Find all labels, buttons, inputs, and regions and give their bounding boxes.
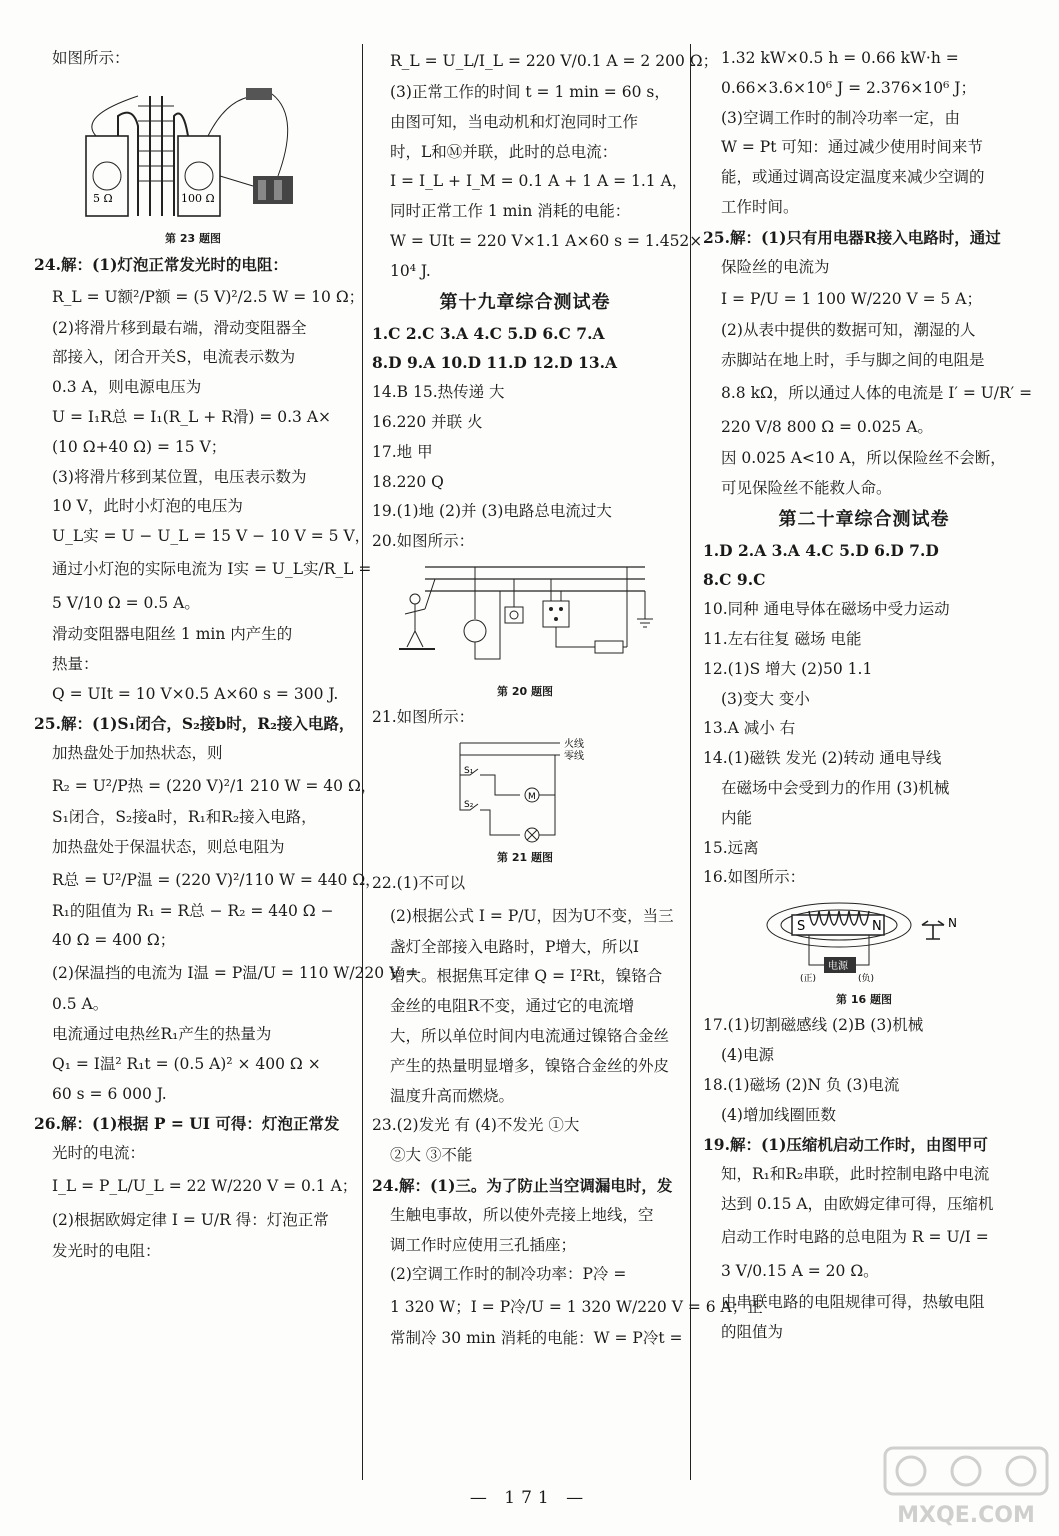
answer-24: 24.解：(1)灯泡正常发光时的电阻：	[34, 254, 288, 274]
text-line: S₁闭合，S₂接a时，R₁和R₂接入电路，	[52, 807, 317, 826]
text-line: (4)增加线圈匝数	[721, 1105, 836, 1124]
text-line: 0.3 A，则电源电压为	[52, 378, 202, 397]
formula: R总 = U²/P温 = (220 V)²/110 W = 440 Ω，	[52, 870, 381, 889]
page-number: — 171 —	[469, 1488, 590, 1508]
text-line: 调工作时应使用三孔插座；	[390, 1235, 577, 1254]
answer-19: 19.解：(1)压缩机启动工作时，由图甲可	[703, 1135, 988, 1155]
answer-line: 14.(1)磁铁 发光 (2)转动 通电导线	[703, 749, 942, 768]
text-line: 的阻值为	[721, 1322, 784, 1341]
answer-line: 20.如图所示：	[372, 532, 475, 551]
text-line: (3)正常工作的时间 t = 1 min = 60 s，	[390, 83, 670, 101]
pole-n-label: N	[872, 919, 882, 935]
negative-label: (负)	[858, 974, 875, 985]
figure-caption: 第 21 题图	[497, 850, 553, 864]
answer-line: 17.(1)切割磁感线 (2)B (3)机械	[703, 1016, 924, 1035]
section-title-ch19: 第十九章综合测试卷	[439, 291, 611, 313]
svg-text:S₁: S₁	[464, 765, 474, 776]
text-line: 由串联电路的电阻规律可得，热敏电阻	[721, 1292, 985, 1311]
formula: (2)根据公式 I = P/U，因为U不变，当三	[390, 906, 674, 925]
text-line: (3)变大 变小	[721, 689, 810, 708]
resistor-label-100: 100 Ω	[181, 191, 215, 205]
text-line: W = Pt 可知：通过减少使用时间来节	[721, 138, 983, 157]
text-line: 电流通过电热丝R₁产生的热量为	[52, 1024, 272, 1043]
figure-caption: 第 20 题图	[497, 684, 553, 698]
choice-answers: 1.C 2.C 3.A 4.C 5.D 6.C 7.A	[372, 323, 605, 343]
formula: R₂ = U²/P热 = (220 V)²/1 210 W = 40 Ω，	[52, 776, 377, 795]
text-line: 部接入，闭合开关S，电流表示数为	[52, 348, 296, 367]
answer-25: 25.解：(1)S₁闭合，S₂接b时，R₂接入电路，	[34, 714, 355, 734]
text-line: (2)从表中提供的数据可知，潮湿的人	[721, 321, 976, 340]
formula: 5 V/10 Ω = 0.5 A。	[52, 593, 200, 612]
text-line: 达到 0.15 A，由欧姆定律可得，压缩机	[721, 1194, 994, 1213]
text-line: 生触电事故，所以使外壳接上地线，空	[390, 1205, 654, 1224]
formula: 220 V/8 800 Ω = 0.025 A。	[721, 417, 933, 436]
figure-23	[78, 76, 308, 226]
pole-s-label: S	[797, 919, 806, 935]
formula: R₁的阻值为 R₁ = R总 − R₂ = 440 Ω −	[52, 901, 334, 920]
formula: (2)根据欧姆定律 I = U/R 得：灯泡正常	[52, 1210, 329, 1229]
column-3	[703, 44, 1033, 1347]
text-line: 产生的热量明显增多，镍铬合金丝的外皮	[390, 1056, 670, 1075]
section-title-ch20: 第二十章综合测试卷	[778, 508, 950, 530]
fire-line-label: 火线	[564, 738, 584, 750]
text-line: 加热盘处于加热状态，则	[52, 744, 223, 763]
text-line: 光时的电流：	[52, 1144, 146, 1163]
svg-text:M: M	[528, 791, 536, 802]
text-line: 时，L和Ⓜ并联，此时的总电流：	[390, 142, 618, 161]
text-line: 发光时的电阻：	[52, 1241, 161, 1260]
answer-line: 13.A 减小 右	[703, 719, 796, 738]
compass-n-label: N	[948, 916, 957, 931]
text-line: (3)将滑片移到某位置，电压表示数为	[52, 467, 307, 486]
text-line: (2)空调工作时的制冷功率：P冷 =	[390, 1265, 627, 1284]
text-line: 滑动变阻器电阻丝 1 min 内产生的	[52, 624, 293, 643]
text-line: 同时正常工作 1 min 消耗的电能：	[390, 202, 631, 221]
text-line: 10 V，此时小灯泡的电压为	[52, 497, 243, 516]
positive-label: (正)	[800, 974, 817, 985]
formula: 10⁴ J.	[390, 261, 431, 280]
formula: 1 320 W；I = P冷/U = 1 320 W/220 V = 6 A；正	[390, 1298, 763, 1317]
choice-answers: 8.C 9.C	[703, 570, 766, 590]
text-line: (2)将滑片移到最右端，滑动变阻器全	[52, 318, 307, 337]
text-line: 金丝的电阻R不变，通过它的电流增	[390, 997, 635, 1016]
answer-line: 22.(1)不可以	[372, 873, 466, 892]
answer-line: 19.(1)地 (2)并 (3)电路总电流过大	[372, 502, 612, 521]
text-line: 增大。根据焦耳定律 Q = I²Rt，镍铬合	[390, 967, 663, 986]
figure-caption: 第 23 题图	[165, 231, 221, 245]
answer-line: 18.220 Q	[372, 472, 444, 491]
neutral-line-label: 零线	[564, 750, 584, 762]
resistor-label-5: 5 Ω	[93, 191, 113, 205]
text-line: 在磁场中会受到力的作用 (3)机械	[721, 778, 950, 797]
formula: 启动工作时电路的总电阻为 R = U/I =	[721, 1227, 989, 1246]
answer-25: 25.解：(1)只有用电器R接入电路时，通过	[703, 227, 1001, 247]
formula: R_L = U额²/P额 = (5 V)²/2.5 W = 10 Ω；	[52, 287, 365, 306]
formula: 3 V/0.15 A = 20 Ω。	[721, 1261, 879, 1280]
text-line: 内能	[721, 808, 753, 827]
text-line: 如图所示：	[52, 49, 130, 67]
formula: 通过小灯泡的实际电流为 I实 = U_L实/R_L =	[52, 559, 372, 578]
choice-answers: 8.D 9.A 10.D 11.D 12.D 13.A	[372, 353, 618, 373]
text-line: 知，R₁和R₂串联，此时控制电路中电流	[721, 1165, 990, 1184]
formula: 0.66×3.6×10⁶ J = 2.376×10⁶ J；	[721, 78, 976, 97]
text-line: 因 0.025 A<10 A，所以保险丝不会断，	[721, 448, 1006, 467]
formula: W = UIt = 220 V×1.1 A×60 s = 1.452×	[390, 231, 703, 250]
text-line: (4)电源	[721, 1045, 774, 1064]
figure-16	[764, 895, 964, 987]
text-line: ②大 ③不能	[390, 1146, 473, 1165]
column-divider	[690, 44, 691, 1480]
answer-line: 12.(1)S 增大 (2)50 1.1	[703, 659, 873, 678]
figure-caption: 第 16 题图	[836, 993, 892, 1007]
text-line: 可见保险丝不能救人命。	[721, 478, 892, 497]
text-line: 常制冷 30 min 消耗的电能：W = P冷t =	[390, 1329, 683, 1348]
answer-line: 14.B 15.热传递 大	[372, 383, 505, 402]
text-line: 0.5 A。	[52, 995, 109, 1014]
text-line: 热量：	[52, 654, 99, 673]
formula: (2)保温挡的电流为 I温 = P温/U = 110 W/220 V =	[52, 964, 419, 983]
answer-line: 21.如图所示：	[372, 707, 475, 726]
answer-26: 26.解：(1)根据 P = UI 可得：灯泡正常发	[34, 1114, 340, 1134]
formula: U_L实 = U − U_L = 15 V − 10 V = 5 V，	[52, 527, 371, 546]
answer-24: 24.解：(1)三。为了防止当空调漏电时，发	[372, 1175, 673, 1195]
formula: Q₁ = I温² R₁t = (0.5 A)² × 400 Ω ×	[52, 1054, 321, 1073]
text-line: 加热盘处于保温状态，则总电阻为	[52, 837, 285, 856]
text-line: (3)空调工作时的制冷功率一定，由	[721, 108, 960, 127]
text-line: 工作时间。	[721, 197, 799, 216]
answer-line: 11.左右往复 磁场 电能	[703, 629, 862, 648]
formula: 8.8 kΩ，所以通过人体的电流是 I′ = U/R′ =	[721, 383, 1033, 402]
watermark-text: MXQE.COM	[897, 1503, 1035, 1528]
answer-line: 18.(1)磁场 (2)N 负 (3)电流	[703, 1075, 900, 1094]
formula: 60 s = 6 000 J.	[52, 1084, 167, 1103]
answer-line: 16.如图所示：	[703, 868, 806, 887]
formula: R_L = U_L/I_L = 220 V/0.1 A = 2 200 Ω；	[390, 52, 719, 70]
formula: Q = UIt = 10 V×0.5 A×60 s = 300 J.	[52, 684, 339, 703]
text-line: 能，或通过调高设定温度来减少空调的	[721, 168, 985, 187]
power-source-label: 电源	[828, 961, 848, 973]
text-line: 大，所以单位时间内电流通过镍铬合金丝	[390, 1026, 670, 1045]
answer-line: 10.同种 通电导体在磁场中受力运动	[703, 600, 950, 619]
choice-answers: 1.D 2.A 3.A 4.C 5.D 6.D 7.D	[703, 540, 939, 560]
figure-21	[440, 735, 610, 845]
watermark-logo	[881, 1444, 1051, 1530]
column-divider	[362, 44, 363, 1480]
text-line: 温度升高而燃烧。	[390, 1086, 515, 1105]
text-line: 保险丝的电流为	[721, 257, 830, 276]
formula: I = P/U = 1 100 W/220 V = 5 A；	[721, 290, 983, 309]
formula: 40 Ω = 400 Ω；	[52, 931, 176, 950]
text-line: 赤脚站在地上时，手与脚之间的电阻是	[721, 351, 985, 370]
answer-line: 16.220 并联 火	[372, 412, 483, 431]
svg-text:S₂: S₂	[464, 799, 474, 810]
answer-line: 15.远离	[703, 838, 759, 857]
text-line: 盏灯全部接入电路时，P增大，所以I	[390, 937, 640, 956]
formula: 1.32 kW×0.5 h = 0.66 kW·h =	[721, 49, 959, 67]
formula: (10 Ω+40 Ω) = 15 V；	[52, 437, 227, 456]
formula: I_L = P_L/U_L = 22 W/220 V = 0.1 A；	[52, 1176, 358, 1195]
formula: I = I_L + I_M = 0.1 A + 1 A = 1.1 A，	[390, 172, 688, 191]
text-line: 由图可知，当电动机和灯泡同时工作	[390, 112, 639, 131]
answer-line: 17.地 甲	[372, 442, 433, 461]
formula: U = I₁R总 = I₁(R_L + R滑) = 0.3 A×	[52, 407, 332, 426]
answer-line: 23.(2)发光 有 (4)不发光 ①大	[372, 1116, 580, 1135]
figure-20	[395, 559, 655, 679]
